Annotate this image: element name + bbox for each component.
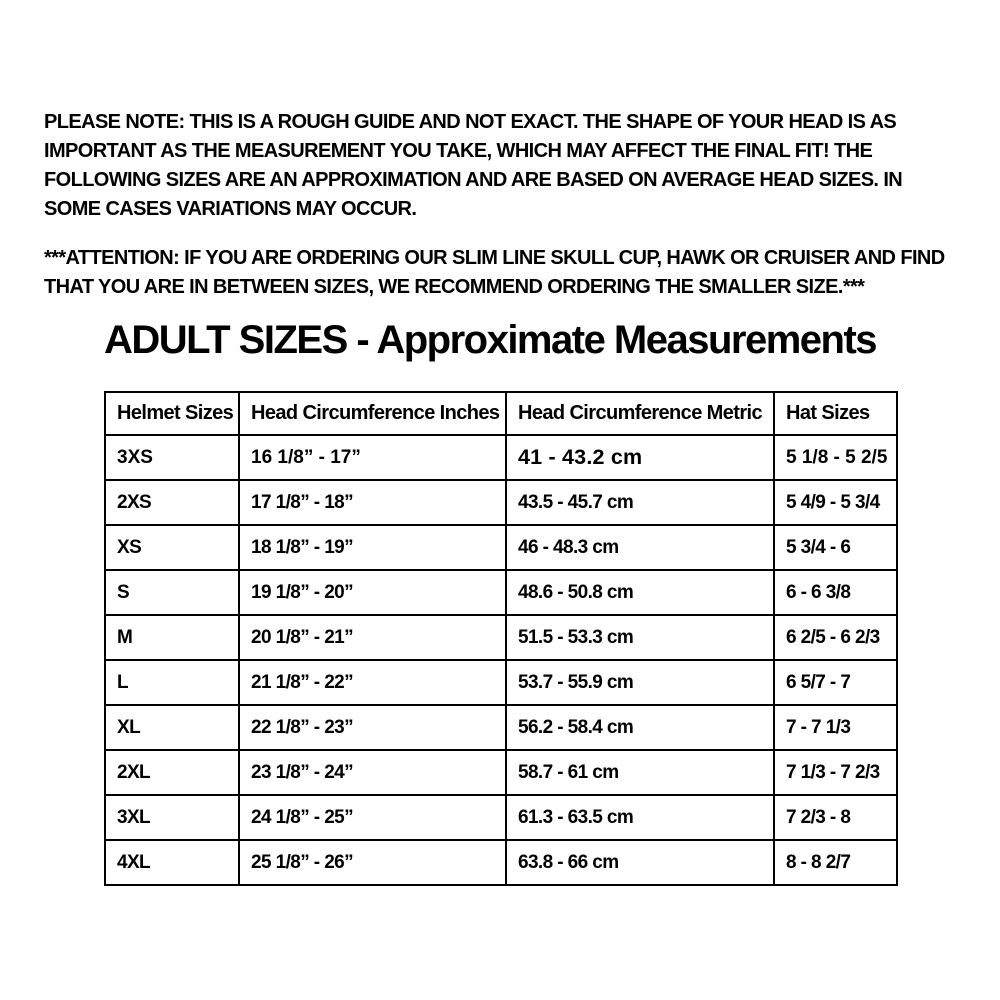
- inches-cell: 18 1/8” - 19”: [239, 525, 506, 570]
- helmet-size-cell: 2XL: [105, 750, 239, 795]
- table-row: [105, 480, 897, 525]
- inches-cell: 24 1/8” - 25”: [239, 795, 506, 840]
- hat-size-cell: 7 2/3 - 8: [774, 795, 897, 840]
- metric-cell: 63.8 - 66 cm: [506, 840, 774, 885]
- hat-size-cell: 7 - 7 1/3: [774, 705, 897, 750]
- metric-cell: 46 - 48.3 cm: [506, 525, 774, 570]
- table-row: [105, 750, 897, 795]
- hat-size-cell: 5 3/4 - 6: [774, 525, 897, 570]
- helmet-size-cell: XS: [105, 525, 239, 570]
- hat-size-cell: 5 1/8 - 5 2/5: [774, 435, 897, 480]
- table-row: [105, 435, 897, 480]
- helmet-size-cell: 3XL: [105, 795, 239, 840]
- metric-cell: 61.3 - 63.5 cm: [506, 795, 774, 840]
- hat-size-cell: 7 1/3 - 7 2/3: [774, 750, 897, 795]
- inches-cell: 17 1/8” - 18”: [239, 480, 506, 525]
- metric-cell: 51.5 - 53.3 cm: [506, 615, 774, 660]
- helmet-size-cell: 2XS: [105, 480, 239, 525]
- inches-cell: 25 1/8” - 26”: [239, 840, 506, 885]
- header-head-circumference-metric: Head Circumference Metric: [506, 392, 774, 435]
- metric-cell: 43.5 - 45.7 cm: [506, 480, 774, 525]
- metric-cell: 48.6 - 50.8 cm: [506, 570, 774, 615]
- helmet-size-cell: S: [105, 570, 239, 615]
- table-row: [105, 840, 897, 885]
- inches-cell: 23 1/8” - 24”: [239, 750, 506, 795]
- table-row: [105, 570, 897, 615]
- metric-cell: 56.2 - 58.4 cm: [506, 705, 774, 750]
- header-head-circumference-inches: Head Circumference Inches: [239, 392, 506, 435]
- notes-section: [44, 108, 958, 322]
- table-header-row: [105, 392, 897, 435]
- helmet-size-cell: 4XL: [105, 840, 239, 885]
- adult-sizes-table: [104, 391, 898, 886]
- metric-cell: 58.7 - 61 cm: [506, 750, 774, 795]
- inches-cell: 16 1/8” - 17”: [239, 435, 506, 480]
- inches-cell: 19 1/8” - 20”: [239, 570, 506, 615]
- please-note-paragraph: PLEASE NOTE: THIS IS A ROUGH GUIDE AND NOT EXACT. THE SHAPE OF YOUR HEAD IS AS IMPORTANT AS THE MEASUREMENT YOU TAKE, WHICH MAY AFFECT THE FINAL FIT! THE FOLLOWING SIZES ARE AN APPROXIMATION AND ARE BASED ON AVERAGE HEAD SIZES. IN SOME CASES VARIATIONS MAY OCCUR.: [44, 111, 903, 220]
- inches-cell: 20 1/8” - 21”: [239, 615, 506, 660]
- metric-cell: 53.7 - 55.9 cm: [506, 660, 774, 705]
- metric-cell: 41 - 43.2 cm: [506, 435, 774, 480]
- page-title: ADULT SIZES - Approximate Measurements: [104, 318, 877, 362]
- table-row: [105, 795, 897, 840]
- hat-size-cell: 5 4/9 - 5 3/4: [774, 480, 897, 525]
- inches-cell: 21 1/8” - 22”: [239, 660, 506, 705]
- table-row: [105, 615, 897, 660]
- helmet-size-cell: XL: [105, 705, 239, 750]
- helmet-size-cell: M: [105, 615, 239, 660]
- hat-size-cell: 8 - 8 2/7: [774, 840, 897, 885]
- attention-paragraph: ***ATTENTION: IF YOU ARE ORDERING OUR SLIM LINE SKULL CUP, HAWK OR CRUISER AND FIND THAT YOU ARE IN BETWEEN SIZES, WE RECOMMEND ORDERING THE SMALLER SIZE.***: [44, 247, 945, 298]
- hat-size-cell: 6 - 6 3/8: [774, 570, 897, 615]
- table-row: [105, 660, 897, 705]
- hat-size-cell: 6 5/7 - 7: [774, 660, 897, 705]
- table-row: [105, 705, 897, 750]
- helmet-size-cell: L: [105, 660, 239, 705]
- helmet-size-cell: 3XS: [105, 435, 239, 480]
- inches-cell: 22 1/8” - 23”: [239, 705, 506, 750]
- header-helmet-sizes: Helmet Sizes: [105, 392, 239, 435]
- hat-size-cell: 6 2/5 - 6 2/3: [774, 615, 897, 660]
- header-hat-sizes: Hat Sizes: [774, 392, 897, 435]
- table-row: [105, 525, 897, 570]
